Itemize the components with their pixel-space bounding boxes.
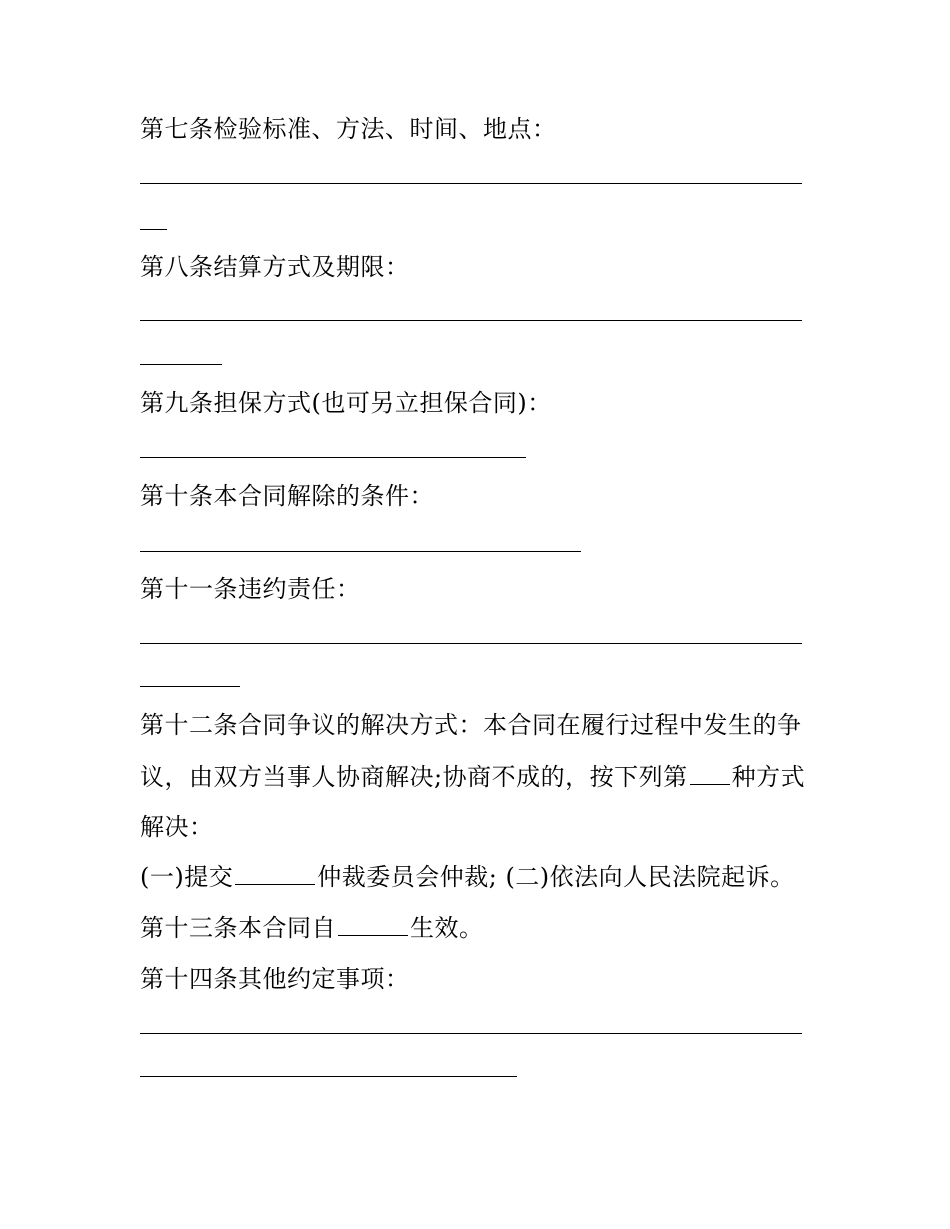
article-10-blank-line: [140, 551, 581, 552]
article-13: [140, 913, 484, 943]
article-12-options: [140, 862, 795, 892]
option-1-text: (一)提交: [140, 863, 234, 891]
article-8-blank-line-2: [140, 364, 222, 365]
method-number-blank: [690, 764, 730, 785]
article-14-blank-line-1: [140, 1033, 802, 1034]
effective-date-blank: [338, 915, 408, 936]
article-7-blank-line-2: [140, 229, 167, 230]
article-9-blank-line: [140, 457, 526, 458]
article-12-line-1: 第十二条合同争议的解决方式：本合同在履行过程中发生的争: [140, 711, 802, 739]
article-11-blank-line-1: [140, 643, 802, 644]
article-7-blank-line-1: [140, 183, 802, 184]
article-8-heading: 第八条结算方式及期限：: [140, 253, 410, 281]
article-11-blank-line-2: [140, 686, 240, 687]
arbitration-committee-blank: [235, 864, 315, 885]
article-7-heading: 第七条检验标准、方法、时间、地点：: [140, 115, 557, 143]
article-12-line-2-text: 议，由双方当事人协商解决;协商不成的，按下列第: [140, 763, 688, 791]
article-11-heading: 第十一条违约责任：: [140, 575, 361, 603]
article-10-heading: 第十条本合同解除的条件：: [140, 482, 434, 510]
article-12-line-2: [140, 762, 805, 792]
article-13-tail: 生效。: [410, 914, 484, 942]
article-12-line-3: 解决：: [140, 813, 214, 841]
article-13-text: 第十三条本合同自: [140, 914, 336, 942]
article-14-heading: 第十四条其他约定事项：: [140, 965, 410, 993]
article-14-blank-line-2: [140, 1076, 517, 1077]
article-12-line-2-tail: 种方式: [731, 763, 806, 791]
article-9-heading: 第九条担保方式(也可另立担保合同)：: [140, 389, 552, 417]
article-8-blank-line-1: [140, 320, 802, 321]
options-tail: 仲裁委员会仲裁; (二)依法向人民法院起诉。: [317, 863, 795, 891]
